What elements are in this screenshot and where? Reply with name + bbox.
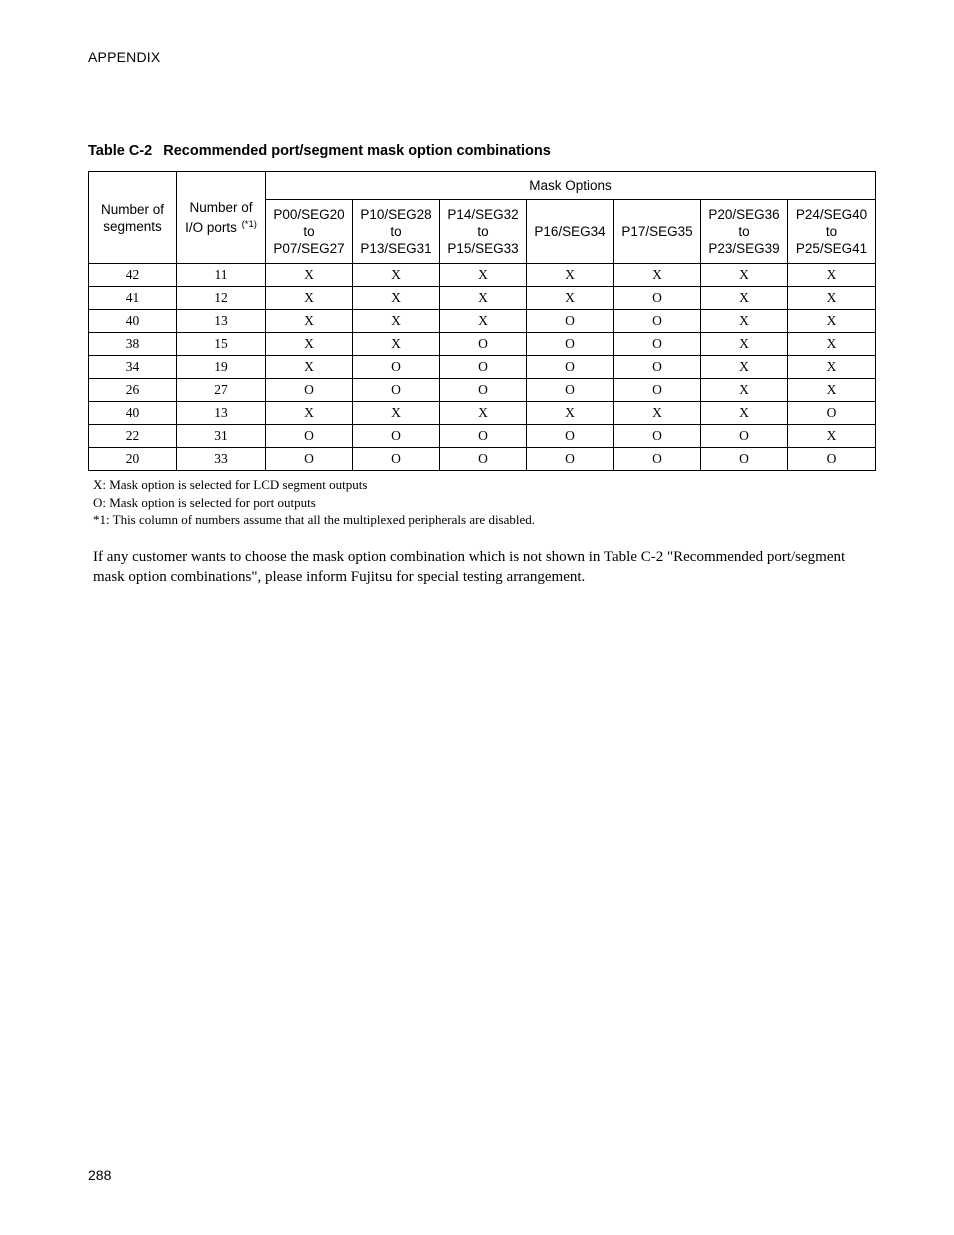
- cell-segments: 40: [89, 310, 177, 333]
- cell-segments: 34: [89, 356, 177, 379]
- cell-io-ports: 27: [177, 379, 266, 402]
- table-caption-text: Recommended port/segment mask option combinations: [163, 143, 551, 159]
- header-option-line: P24/SEG40: [795, 207, 868, 222]
- cell-mask-option: O: [440, 333, 527, 356]
- cell-mask-option: O: [614, 448, 701, 471]
- cell-mask-option: O: [701, 425, 788, 448]
- cell-mask-option: O: [353, 425, 440, 448]
- cell-mask-option: X: [440, 287, 527, 310]
- cell-mask-option: O: [788, 448, 876, 471]
- cell-io-ports: 33: [177, 448, 266, 471]
- cell-io-ports: 11: [177, 264, 266, 287]
- cell-io-ports: 15: [177, 333, 266, 356]
- header-io-ports-line: Number of: [189, 200, 253, 215]
- footnote-marker: (*1): [241, 219, 257, 230]
- cell-mask-option: X: [266, 264, 353, 287]
- cell-mask-option: X: [353, 310, 440, 333]
- cell-mask-option: X: [266, 356, 353, 379]
- cell-mask-option: X: [527, 264, 614, 287]
- header-option-line: P10/SEG28: [360, 207, 432, 222]
- cell-mask-option: X: [266, 310, 353, 333]
- cell-mask-option: O: [527, 333, 614, 356]
- cell-io-ports: 13: [177, 310, 266, 333]
- header-io-ports-text: I/O ports: [185, 220, 237, 235]
- table-row: [89, 310, 876, 333]
- table-row: [89, 264, 876, 287]
- cell-mask-option: O: [614, 356, 701, 379]
- cell-mask-option: X: [788, 425, 876, 448]
- cell-mask-option: O: [527, 448, 614, 471]
- cell-mask-option: O: [527, 356, 614, 379]
- cell-mask-option: O: [353, 448, 440, 471]
- cell-mask-option: X: [440, 264, 527, 287]
- cell-mask-option: X: [440, 402, 527, 425]
- cell-mask-option: X: [788, 287, 876, 310]
- header-option: [701, 200, 788, 264]
- cell-mask-option: X: [701, 356, 788, 379]
- cell-mask-option: X: [353, 287, 440, 310]
- header-option: [614, 200, 701, 264]
- header-option-line: P07/SEG27: [273, 241, 345, 256]
- header-option-line: P23/SEG39: [708, 241, 780, 256]
- cell-mask-option: O: [440, 379, 527, 402]
- table-caption: [88, 143, 551, 159]
- header-segments-line: segments: [103, 218, 162, 234]
- cell-mask-option: O: [701, 448, 788, 471]
- header-option: [266, 200, 353, 264]
- cell-segments: 26: [89, 379, 177, 402]
- cell-mask-option: O: [788, 402, 876, 425]
- table-row: [89, 402, 876, 425]
- cell-mask-option: O: [614, 310, 701, 333]
- header-option-line: to: [303, 224, 315, 239]
- cell-mask-option: O: [266, 448, 353, 471]
- header-option-line: P13/SEG31: [360, 241, 432, 256]
- table-row: [89, 356, 876, 379]
- table-row: [89, 425, 876, 448]
- mask-option-table: [88, 171, 876, 471]
- header-mask-options: Mask Options: [266, 172, 876, 200]
- cell-mask-option: O: [440, 448, 527, 471]
- cell-io-ports: 31: [177, 425, 266, 448]
- header-io-ports-line-2: [177, 216, 265, 236]
- cell-mask-option: X: [701, 310, 788, 333]
- cell-mask-option: X: [440, 310, 527, 333]
- header-option-line: to: [477, 224, 489, 239]
- cell-io-ports: 12: [177, 287, 266, 310]
- page-number: 288: [88, 1167, 112, 1183]
- cell-mask-option: X: [788, 310, 876, 333]
- cell-mask-option: X: [527, 402, 614, 425]
- cell-mask-option: X: [788, 333, 876, 356]
- cell-mask-option: O: [527, 379, 614, 402]
- table-notes: [93, 476, 535, 529]
- cell-mask-option: X: [266, 402, 353, 425]
- cell-mask-option: X: [353, 264, 440, 287]
- header-option: [527, 200, 614, 264]
- header-segments: [89, 172, 177, 264]
- cell-segments: 42: [89, 264, 177, 287]
- cell-mask-option: X: [353, 402, 440, 425]
- cell-mask-option: X: [788, 264, 876, 287]
- cell-mask-option: O: [527, 310, 614, 333]
- header-option: [353, 200, 440, 264]
- cell-mask-option: O: [614, 333, 701, 356]
- cell-mask-option: O: [353, 356, 440, 379]
- cell-mask-option: X: [614, 402, 701, 425]
- cell-segments: 38: [89, 333, 177, 356]
- cell-mask-option: O: [527, 425, 614, 448]
- table-row: [89, 448, 876, 471]
- cell-mask-option: O: [440, 425, 527, 448]
- header-segments-line: Number of: [100, 201, 165, 217]
- cell-mask-option: O: [614, 379, 701, 402]
- cell-mask-option: X: [701, 287, 788, 310]
- header-option-line: P15/SEG33: [447, 241, 519, 256]
- note-x-legend: X: Mask option is selected for LCD segment outputs: [93, 477, 368, 492]
- header-option-line: P20/SEG36: [708, 207, 780, 222]
- cell-segments: 41: [89, 287, 177, 310]
- cell-mask-option: X: [701, 264, 788, 287]
- note-footnote: *1: This column of numbers assume that all the multiplexed peripherals are disabled.: [93, 512, 536, 527]
- header-option-line: P17/SEG35: [621, 224, 693, 239]
- table-row: [89, 379, 876, 402]
- cell-mask-option: O: [266, 425, 353, 448]
- cell-mask-option: X: [614, 264, 701, 287]
- cell-io-ports: 13: [177, 402, 266, 425]
- table-body: [89, 264, 876, 471]
- table-caption-id: Table C-2: [88, 143, 153, 159]
- header-io-ports: [177, 172, 266, 264]
- section-header: APPENDIX: [88, 49, 161, 65]
- note-o-legend: O: Mask option is selected for port outputs: [93, 494, 316, 510]
- cell-mask-option: X: [266, 333, 353, 356]
- header-option-line: to: [825, 224, 838, 239]
- header-option-line: P00/SEG20: [273, 207, 345, 222]
- cell-mask-option: X: [788, 356, 876, 379]
- header-option-line: P25/SEG41: [795, 241, 868, 256]
- cell-mask-option: X: [701, 333, 788, 356]
- cell-mask-option: O: [353, 379, 440, 402]
- cell-mask-option: X: [788, 379, 876, 402]
- header-option: [788, 200, 876, 264]
- table-header: [89, 172, 876, 264]
- header-option-line: P14/SEG32: [447, 207, 519, 222]
- cell-mask-option: X: [701, 379, 788, 402]
- body-paragraph: If any customer wants to choose the mask option combination which is not shown in Table C-2 "Recommended port/segment mask option combinations", please inform Fujitsu for special testing arrangement.: [93, 549, 846, 585]
- cell-mask-option: O: [614, 287, 701, 310]
- cell-mask-option: O: [440, 356, 527, 379]
- cell-mask-option: X: [527, 287, 614, 310]
- header-option-line: to: [738, 224, 750, 239]
- header-option-line: to: [390, 224, 402, 239]
- cell-mask-option: X: [353, 333, 440, 356]
- cell-mask-option: X: [266, 287, 353, 310]
- cell-io-ports: 19: [177, 356, 266, 379]
- table-row: [89, 333, 876, 356]
- cell-mask-option: O: [614, 425, 701, 448]
- cell-mask-option: O: [266, 379, 353, 402]
- header-option: [440, 200, 527, 264]
- header-option-line: P16/SEG34: [534, 224, 606, 239]
- cell-segments: 20: [89, 448, 177, 471]
- cell-mask-option: X: [701, 402, 788, 425]
- table-row: [89, 287, 876, 310]
- cell-segments: 22: [89, 425, 177, 448]
- cell-segments: 40: [89, 402, 177, 425]
